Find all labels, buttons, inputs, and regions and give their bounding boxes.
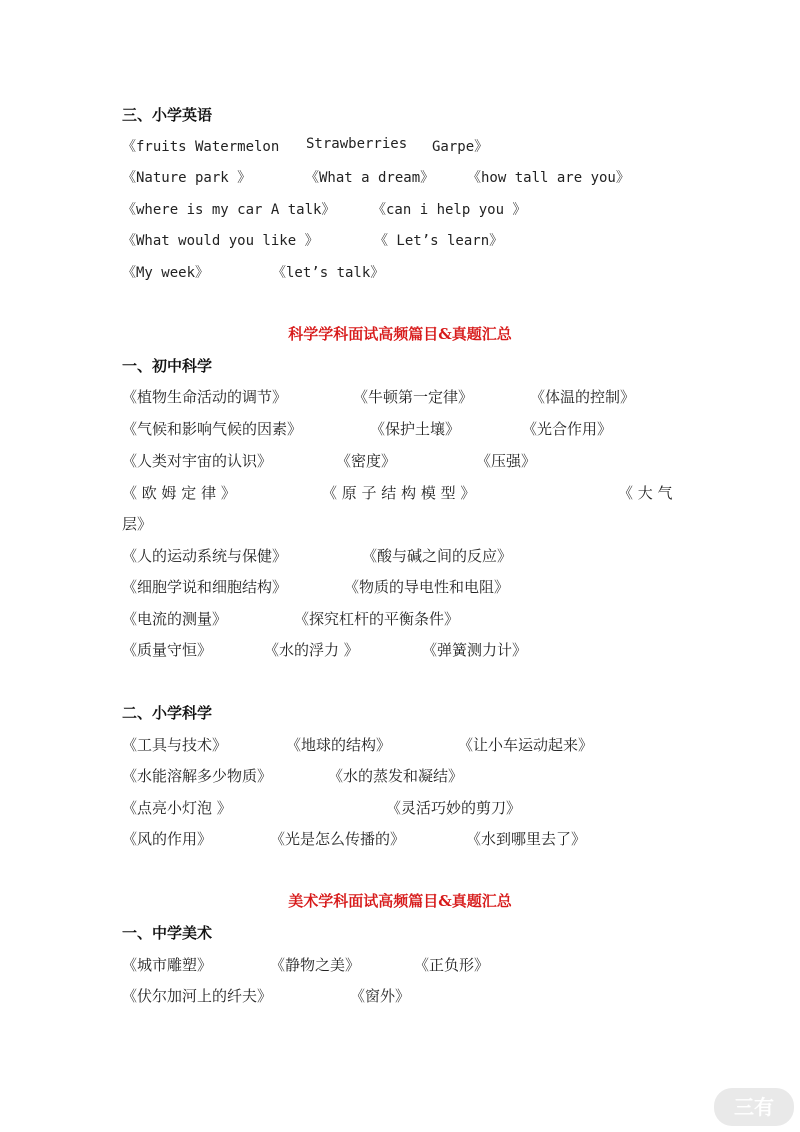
- list-item: [122, 386, 722, 408]
- title-item: 《地球的结构》: [286, 736, 392, 754]
- title-item: 《fruits Watermelon: [122, 139, 280, 155]
- title-item: 《工具与技术》: [122, 736, 228, 754]
- title-item: 层》: [122, 515, 153, 533]
- list-item: [122, 167, 722, 189]
- title-item: 《密度》: [336, 452, 397, 470]
- title-item: 《人的运动系统与保健》: [122, 547, 288, 565]
- title-item: 《电流的测量》: [122, 610, 228, 628]
- science-section-title: 科学学科面试高频篇目&真题汇总: [288, 325, 512, 343]
- title-item: 《物质的导电性和电阻》: [344, 578, 510, 596]
- art-middle-heading: 一、中学美术: [122, 924, 213, 942]
- title-item: 《植物生命活动的调节》: [122, 388, 288, 406]
- title-item: 《让小车运动起来》: [458, 736, 594, 754]
- title-item: 《 欧 姆 定 律 》: [122, 484, 236, 502]
- title-item: 《探究杠杆的平衡条件》: [294, 610, 460, 628]
- list-item: [122, 576, 722, 598]
- art-section-title: 美术学科面试高频篇目&真题汇总: [288, 892, 512, 910]
- list-item: [122, 262, 722, 284]
- science-middle-heading: 一、初中科学: [122, 357, 213, 375]
- list-item: [122, 545, 722, 567]
- title-item: 《水的蒸发和凝结》: [328, 767, 464, 785]
- title-item: 《弹簧测力计》: [422, 641, 528, 659]
- title-item: 《Nature park 》: [122, 170, 252, 186]
- list-item: [122, 985, 722, 1007]
- list-item: [122, 513, 722, 535]
- title-item: 《酸与碱之间的反应》: [362, 547, 513, 565]
- title-item: 《where is my car A talk》: [122, 202, 336, 218]
- title-item: 《保护土壤》: [370, 420, 461, 438]
- list-item: [122, 954, 722, 976]
- title-item: 《窗外》: [350, 987, 411, 1005]
- title-item: 《正负形》: [414, 956, 490, 974]
- list-item: [122, 136, 722, 158]
- watermark-logo: 三有: [714, 1088, 794, 1126]
- title-item: 《水到哪里去了》: [466, 830, 587, 848]
- title-item: 《质量守恒》: [122, 641, 213, 659]
- title-item: 《 大 气: [618, 484, 673, 502]
- list-item: [122, 639, 722, 661]
- title-item: Garpe》: [432, 139, 489, 155]
- title-item: 《let’s talk》: [272, 265, 385, 281]
- title-item: 《伏尔加河上的纤夫》: [122, 987, 273, 1005]
- title-item: 《点亮小灯泡 》: [122, 799, 232, 817]
- list-item: [122, 230, 722, 252]
- list-item: [122, 450, 722, 472]
- title-item: 《光合作用》: [522, 420, 613, 438]
- list-item: [122, 797, 722, 819]
- title-item: 《水的浮力 》: [264, 641, 359, 659]
- title-item: 《城市雕塑》: [122, 956, 213, 974]
- title-item: Strawberries: [306, 136, 408, 152]
- list-item: [122, 482, 722, 504]
- title-item: 《牛顿第一定律》: [353, 388, 474, 406]
- title-item: 《静物之美》: [270, 956, 361, 974]
- title-item: 《how tall are you》: [467, 170, 630, 186]
- english-heading: 三、小学英语: [122, 106, 213, 124]
- title-item: 《can i help you 》: [372, 202, 527, 218]
- list-item: [122, 734, 722, 756]
- title-item: 《压强》: [476, 452, 537, 470]
- title-item: 《 Let’s learn》: [374, 233, 504, 249]
- list-item: [122, 608, 722, 630]
- title-item: 《体温的控制》: [530, 388, 636, 406]
- title-item: 《 原 子 结 构 模 型 》: [322, 484, 476, 502]
- title-item: 《光是怎么传播的》: [270, 830, 406, 848]
- title-item: 《细胞学说和细胞结构》: [122, 578, 288, 596]
- title-item: 《灵活巧妙的剪刀》: [386, 799, 522, 817]
- list-item: [122, 765, 722, 787]
- title-item: 《What would you like 》: [122, 233, 319, 249]
- list-item: [122, 418, 722, 440]
- title-item: 《What a dream》: [305, 170, 435, 186]
- science-primary-heading: 二、小学科学: [122, 704, 213, 722]
- title-item: 《气候和影响气候的因素》: [122, 420, 303, 438]
- title-item: 《水能溶解多少物质》: [122, 767, 273, 785]
- list-item: [122, 828, 722, 850]
- title-item: 《人类对宇宙的认识》: [122, 452, 273, 470]
- title-item: 《My week》: [122, 265, 210, 281]
- list-item: [122, 199, 722, 221]
- title-item: 《风的作用》: [122, 830, 213, 848]
